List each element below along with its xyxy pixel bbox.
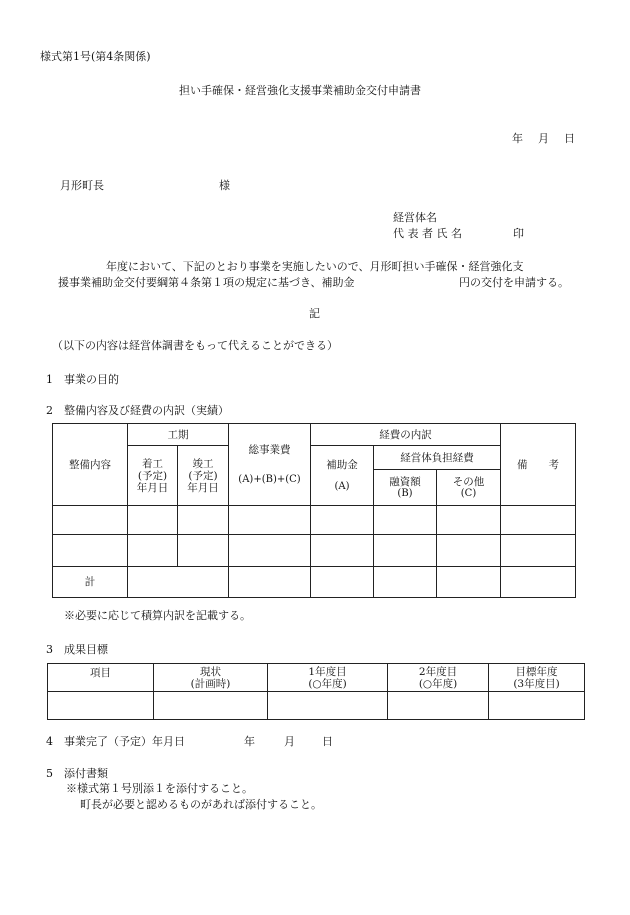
- section-5-heading: 5 添付書類: [46, 767, 108, 780]
- table-cell: [178, 535, 229, 567]
- table-cell: [501, 567, 576, 598]
- attachment-2: 町長が必要と認めるものがあれば添付すること。: [80, 798, 322, 811]
- header-subsidy: [311, 446, 374, 506]
- header-year-1-label: 1年度目: [308, 665, 347, 678]
- header-cost-breakdown: 経費の内訳: [311, 424, 501, 446]
- note-top: （以下の内容は経営体調書をもって代えることができる）: [52, 339, 338, 352]
- header-loan-mark: (B): [397, 488, 413, 499]
- table-cell: [128, 567, 229, 598]
- header-period: 工期: [128, 424, 229, 446]
- attachment-1: ※様式第１号別添１を添付すること。: [66, 782, 253, 795]
- header-year-2-label: 2年度目: [418, 665, 458, 678]
- header-year-1: [268, 664, 388, 692]
- document-title: 担い手確保・経営強化支援事業補助金交付申請書: [179, 84, 421, 97]
- results-target-table: [47, 663, 585, 720]
- header-start-2: (予定): [137, 469, 168, 482]
- header-other-mark: (C): [460, 488, 477, 499]
- applicant-rep-label: 代 表 者 氏 名: [393, 227, 462, 240]
- header-year-1-sub: (○年度): [308, 677, 347, 690]
- header-other-label: その他: [452, 476, 485, 488]
- table-cell: [311, 567, 374, 598]
- total-row: [53, 567, 576, 598]
- applicant-entity-label: 経営体名: [393, 211, 437, 224]
- header-start-3: 年月日: [136, 481, 169, 494]
- header-year-2: [388, 664, 489, 692]
- header-total: [229, 424, 311, 506]
- seal-mark: 印: [513, 227, 524, 240]
- header-current-1: 現状: [200, 665, 221, 678]
- header-other: [437, 470, 501, 506]
- addressee-name: 月形町長: [60, 179, 104, 192]
- completion-year: 年: [244, 735, 255, 748]
- header-end-1: 竣工: [192, 457, 214, 470]
- table-row: [53, 506, 576, 535]
- header-end-date: [178, 446, 229, 506]
- table-cell: [374, 535, 437, 567]
- body-line-2b: 円の交付を申請する。: [459, 276, 569, 289]
- table-cell: [229, 567, 311, 598]
- table-cell: [437, 535, 501, 567]
- table-cell: [229, 506, 311, 535]
- header-total-formula: (A)+(B)+(C): [238, 474, 301, 485]
- table-cell: [311, 535, 374, 567]
- section-1-heading: 1 事業の目的: [46, 373, 119, 386]
- section-3-heading: 3 成果目標: [46, 643, 108, 656]
- header-remarks: 備 考: [501, 424, 576, 506]
- date-year: 年: [512, 132, 523, 145]
- header-subsidy-mark: (A): [334, 481, 350, 492]
- header-target-year: [489, 664, 585, 692]
- table-cell: [374, 567, 437, 598]
- table-cell: [388, 692, 489, 720]
- table-cell: [128, 535, 178, 567]
- header-item: 項目: [48, 664, 154, 692]
- header-target-sub: (3年度目): [513, 677, 560, 690]
- header-burden: 経営体負担経費: [374, 446, 501, 470]
- table-cell: [437, 506, 501, 535]
- table-cell: [53, 506, 128, 535]
- header-end-2: (予定): [188, 469, 218, 482]
- table-cell: [229, 535, 311, 567]
- header-loan-label: 融資額: [389, 476, 421, 488]
- table-note: ※必要に応じて積算内訳を記載する。: [64, 609, 251, 622]
- table-cell: [53, 535, 128, 567]
- date-month: 月: [538, 132, 549, 145]
- table-cell: [489, 692, 585, 720]
- ki-heading: 記: [309, 307, 320, 320]
- cost-breakdown-table: [52, 423, 576, 598]
- total-row-label: 計: [53, 567, 128, 598]
- table-cell: [268, 692, 388, 720]
- header-loan: [374, 470, 437, 506]
- section-4-heading: 4 事業完了（予定）年月日: [46, 735, 185, 748]
- addressee-honorific: 様: [219, 179, 230, 192]
- header-content: 整備内容: [53, 424, 128, 506]
- header-end-3: 年月日: [187, 481, 219, 494]
- body-line-1: 年度において、下記のとおり事業を実施したいので、月形町担い手確保・経営強化支: [106, 260, 524, 273]
- table-cell: [128, 506, 178, 535]
- section-2-heading: 2 整備内容及び経費の内訳（実績）: [46, 404, 229, 417]
- table-cell: [154, 692, 268, 720]
- table-cell: [48, 692, 154, 720]
- header-subsidy-label: 補助金: [326, 459, 358, 471]
- table-cell: [501, 535, 576, 567]
- header-year-2-sub: (○年度): [418, 677, 458, 690]
- header-target-label: 目標年度: [515, 665, 558, 678]
- table-row: [53, 535, 576, 567]
- header-current-2: (計画時): [190, 677, 231, 690]
- body-line-2a: 援事業補助金交付要綱第４条第１項の規定に基づき、補助金: [58, 276, 355, 289]
- table-row: [48, 692, 585, 720]
- header-total-label: 総事業費: [248, 444, 291, 456]
- header-current: [154, 664, 268, 692]
- header-start-date: [128, 446, 178, 506]
- table-cell: [311, 506, 374, 535]
- completion-day: 日: [322, 735, 333, 748]
- table-cell: [374, 506, 437, 535]
- form-number: 様式第1号(第4条関係): [40, 50, 151, 63]
- table-cell: [501, 506, 576, 535]
- table-cell: [178, 506, 229, 535]
- completion-month: 月: [284, 735, 295, 748]
- table-cell: [437, 567, 501, 598]
- date-day: 日: [564, 132, 575, 145]
- header-start-1: 着工: [142, 457, 163, 470]
